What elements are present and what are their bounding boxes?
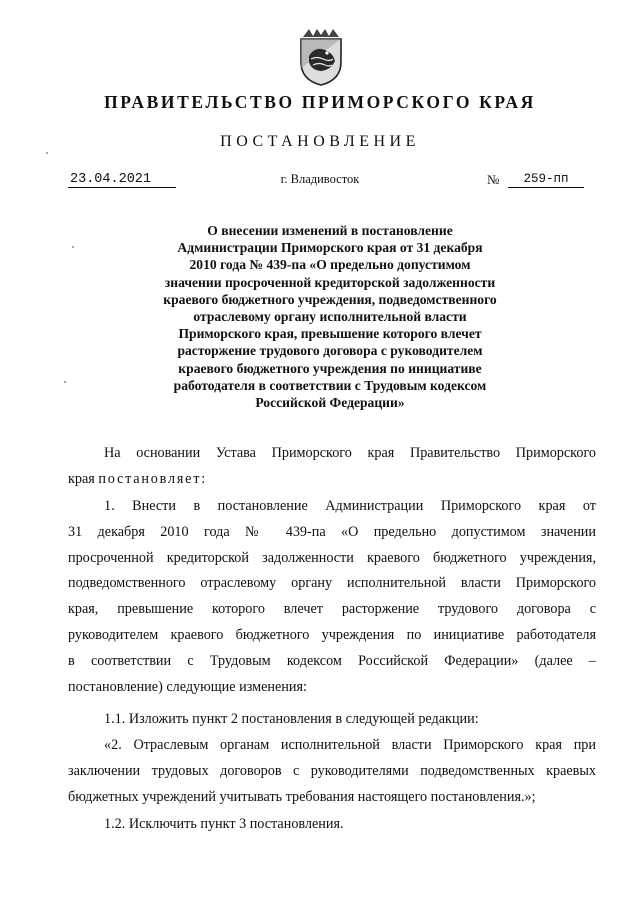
- item-1-1-line: 1.1. Изложить пункт 2 постановления в следующей редакции:: [104, 711, 479, 727]
- item-1-line: руководителем краевого бюджетного учреждения по инициативе работодателя: [68, 626, 596, 643]
- heading-line: Приморского края, превышение которого влечет: [178, 326, 482, 342]
- document-date: 23.04.2021: [68, 172, 176, 188]
- quote-line: заключении трудовых договоров с руководителями подведомственных краевых: [68, 762, 596, 779]
- item-1-line: 31 декабря 2010 года № 439-па «О предельно допустимом значении: [68, 523, 596, 540]
- document-heading: [120, 222, 540, 411]
- heading-line: отраслевому органу исполнительной власти: [193, 309, 467, 325]
- document-number: 259-пп: [508, 172, 584, 188]
- preamble-text: края: [68, 470, 99, 487]
- heading-line: работодателя в соответствии с Трудовым кодексом: [173, 377, 487, 393]
- document-type: ПОСТАНОВЛЕНИЕ: [220, 133, 420, 150]
- item-1-line: подведомственного отраслевому органу исполнительной власти Приморского: [68, 575, 596, 592]
- quote-line: бюджетных учреждений учитывать требования настоящего постановления.»;: [68, 788, 536, 805]
- heading-line: О внесении изменений в постановление: [207, 223, 453, 238]
- quote-line: «2. Отраслевым органам исполнительной власти Приморского края при: [104, 737, 596, 753]
- scan-speck: [64, 381, 66, 383]
- item-1-line: постановление) следующие изменения:: [68, 678, 307, 695]
- government-title: ПРАВИТЕЛЬСТВО ПРИМОРСКОГО КРАЯ: [104, 92, 536, 112]
- heading-line: расторжение трудового договора с руководителем: [177, 343, 483, 359]
- item-1-2-line: 1.2. Исключить пункт 3 постановления.: [104, 816, 344, 832]
- heading-line: краевого бюджетного учреждения, подведомственного: [163, 291, 497, 307]
- heading-line: Администрации Приморского края от 31 декабря: [177, 240, 483, 256]
- number-sign: №: [487, 172, 500, 187]
- item-1-1-paragraph: [68, 706, 596, 732]
- document-city: г. Владивосток: [280, 172, 360, 186]
- preamble-line: [68, 467, 596, 493]
- item-1-line: края, превышение которого влечет расторжение трудового договора с: [68, 601, 596, 618]
- preamble-paragraph: [68, 441, 596, 492]
- item-1-line: просроченной кредиторской задолженности краевого бюджетного учреждения,: [68, 549, 596, 566]
- item-1-paragraph: [68, 494, 596, 700]
- heading-line: 2010 года № 439-па «О предельно допустимом: [189, 257, 471, 273]
- item-1-line: 1. Внести в постановление Администрации Приморского края от: [104, 498, 596, 514]
- heading-line: краевого бюджетного учреждения по инициативе: [178, 360, 482, 376]
- preamble-line: На основании Устава Приморского края Правительство Приморского: [104, 445, 596, 461]
- preamble-colon: :: [201, 470, 206, 487]
- quoted-paragraph: [68, 733, 596, 810]
- heading-line: значении просроченной кредиторской задолженности: [164, 274, 496, 290]
- item-1-2-paragraph: [68, 811, 596, 837]
- resolves-word: постановляет: [98, 470, 202, 487]
- scan-speck: [72, 246, 74, 248]
- item-1-line: в соответствии с Трудовым кодексом Российской Федерации» (далее –: [68, 652, 596, 669]
- coat-of-arms-icon: [297, 28, 345, 86]
- scan-speck: [46, 152, 48, 154]
- heading-line: Российской Федерации»: [255, 395, 405, 411]
